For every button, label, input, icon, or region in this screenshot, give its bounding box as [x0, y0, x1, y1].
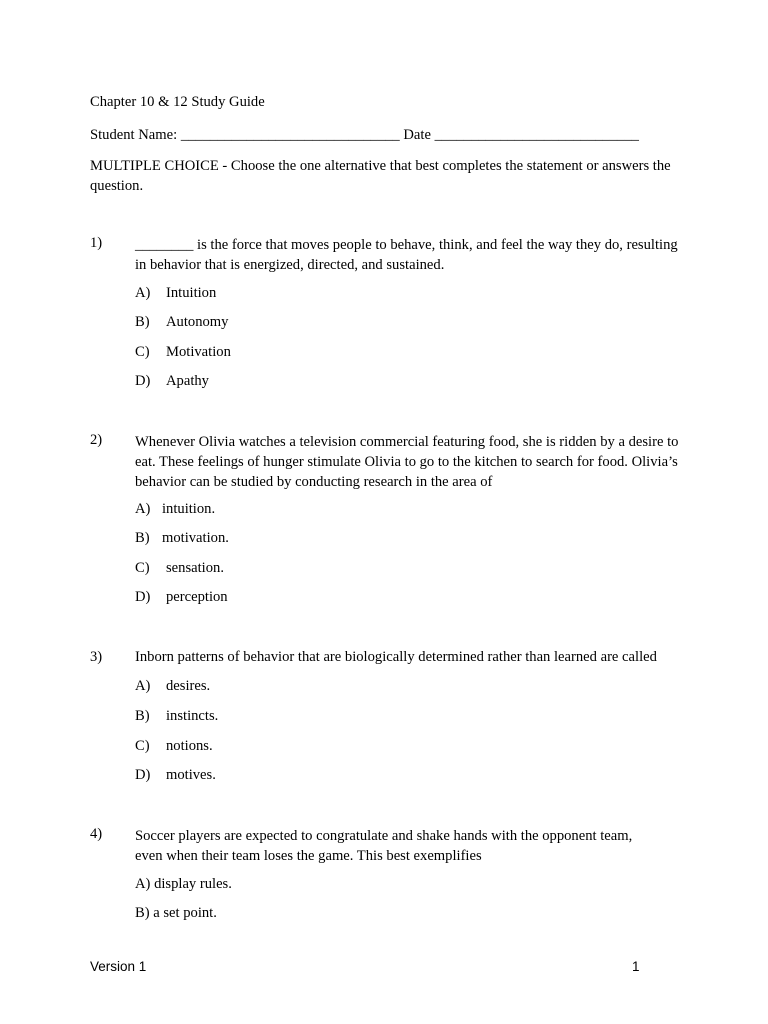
option-text: Autonomy — [166, 314, 229, 330]
option-c — [135, 560, 224, 577]
option-text: motives. — [166, 767, 216, 783]
option-d — [135, 373, 209, 390]
question-text: ________ is the force that moves people to behave, think, and feel the way they do, resulting in behavior that is energized, directed, and sustained. — [135, 237, 678, 273]
option-text: a set point. — [153, 905, 217, 921]
date-blank: ____________________________ — [434, 127, 639, 143]
option-text: intuition. — [162, 501, 216, 517]
option-text: Apathy — [166, 373, 209, 389]
page-title: Chapter 10 & 12 Study Guide — [90, 94, 265, 110]
option-letter: A) — [135, 876, 151, 892]
option-letter: D) — [135, 373, 151, 389]
option-b — [135, 905, 217, 922]
option-c — [135, 344, 231, 361]
option-text: notions. — [166, 738, 213, 754]
question-number: 4) — [90, 826, 103, 842]
option-letter: B) — [135, 314, 150, 330]
option-a — [135, 876, 232, 893]
option-b — [135, 530, 229, 547]
student-name-line — [90, 127, 639, 144]
instructions: MULTIPLE CHOICE - Choose the one alternative that best completes the statement or answers the question. — [90, 158, 671, 194]
option-d — [135, 767, 216, 784]
option-text: Intuition — [166, 285, 217, 301]
student-name-blank: ______________________________ — [180, 127, 400, 143]
option-letter: A) — [135, 678, 151, 694]
option-a — [135, 501, 215, 518]
option-letter: D) — [135, 767, 151, 783]
option-a — [135, 285, 216, 302]
option-text: instincts. — [166, 708, 219, 724]
option-b — [135, 314, 228, 331]
option-letter: C) — [135, 738, 150, 754]
option-text: motivation. — [162, 530, 229, 546]
option-text: Motivation — [166, 344, 231, 360]
question-number: 3) — [90, 649, 103, 665]
date-label: Date — [403, 127, 431, 143]
option-d — [135, 589, 228, 606]
option-letter: D) — [135, 589, 151, 605]
option-letter: A) — [135, 501, 151, 517]
option-b — [135, 708, 218, 725]
question-text: Whenever Olivia watches a television commercial featuring food, she is ridden by a desire to eat. These feelings of hunger stimulate Olivia to go to the kitchen to search for food. Olivia’s behavior can be studied by conducting research in the area of — [135, 434, 679, 490]
question-text: Soccer players are expected to congratulate and shake hands with the opponent team, even when their team loses the game. This best exemplifies — [135, 828, 633, 864]
footer-version: Version 1 — [90, 959, 147, 974]
question-number: 2) — [90, 432, 103, 448]
option-text: perception — [166, 589, 228, 605]
option-letter: A) — [135, 285, 151, 301]
option-c — [135, 738, 213, 755]
option-text: desires. — [166, 678, 211, 694]
option-letter: B) — [135, 708, 150, 724]
option-letter: C) — [135, 560, 150, 576]
option-a — [135, 678, 210, 695]
footer-page-number: 1 — [632, 959, 640, 974]
option-letter: B) — [135, 530, 150, 546]
option-letter: B) — [135, 905, 150, 921]
question-number: 1) — [90, 235, 103, 251]
student-name-label: Student Name: — [90, 127, 178, 143]
option-letter: C) — [135, 344, 150, 360]
option-text: display rules. — [154, 876, 232, 892]
option-text: sensation. — [166, 560, 224, 576]
question-text: Inborn patterns of behavior that are biologically determined rather than learned are called — [135, 649, 657, 665]
